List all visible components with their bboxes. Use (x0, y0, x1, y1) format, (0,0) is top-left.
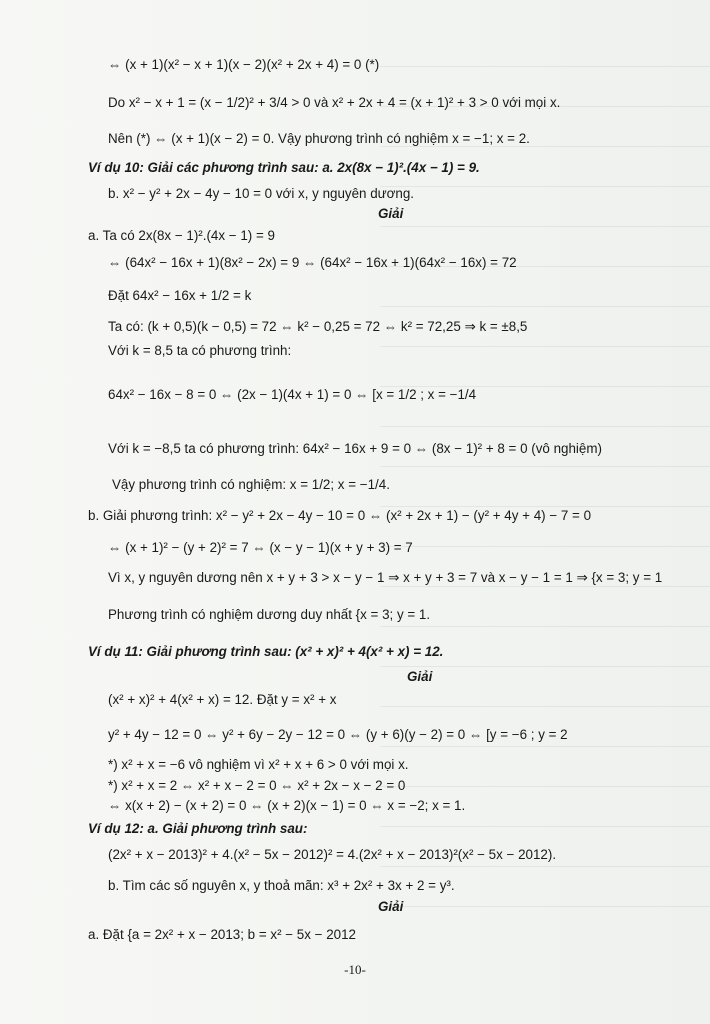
ex10a-substitution: Đặt 64x² − 16x + 1/2 = k (108, 288, 252, 303)
eq-positive-factors: Do x² − x + 1 = (x − 1/2)² + 3/4 > 0 và x² + 2x + 4 = (x + 1)² + 3 > 0 với mọi x. (108, 95, 561, 110)
solution-heading: Giải (378, 899, 404, 914)
example-12-heading: Ví dụ 12: a. Giải phương trình sau: (88, 821, 308, 836)
ex10b-step-3: Vì x, y nguyên dương nên x + y + 3 > x − y − 1 ⇒ x + y + 3 = 7 và x − y − 1 = 1 ⇒ {x = 3; y = 1 (108, 570, 663, 585)
ex10a-solve-k: Ta có: (k + 0,5)(k − 0,5) = 72 ⇔ k² − 0,25 = 72 ⇔ k² = 72,25 ⇒ k = ±8,5 (108, 319, 528, 334)
ex12a-substitution: a. Đặt {a = 2x² + x − 2013; b = x² − 5x − 2012 (88, 927, 356, 942)
example-11-heading: Ví dụ 11: Giải phương trình sau: (x² + x)² + 4(x² + x) = 12. (88, 644, 444, 659)
ex10a-case-2: Với k = −8,5 ta có phương trình: 64x² − 16x + 9 = 0 ⇔ (8x − 1)² + 8 = 0 (vô nghiệm) (108, 441, 602, 456)
ex12a-equation: (2x² + x − 2013)² + 4.(x² − 5x − 2012)² = 4.(2x² + x − 2013)²(x² − 5x − 2012). (108, 847, 557, 862)
ex11-case-2-solve: ⇔ x(x + 2) − (x + 2) = 0 ⇔ (x + 2)(x − 1) = 0 ⇔ x = −2; x = 1. (108, 798, 466, 813)
ex10a-step-1: a. Ta có 2x(8x − 1)².(4x − 1) = 9 (88, 228, 275, 243)
ex11-step-2: y² + 4y − 12 = 0 ⇔ y² + 6y − 2y − 12 = 0 ⇔ (y + 6)(y − 2) = 0 ⇔ [y = −6 ; y = 2 (108, 727, 568, 742)
eq-conclusion-1: Nên (*) ⇔ (x + 1)(x − 2) = 0. Vậy phương trình có nghiệm x = −1; x = 2. (108, 131, 530, 146)
eq-factorization: ⇔ (x + 1)(x² − x + 1)(x − 2)(x² + 2x + 4) = 0 (*) (108, 57, 380, 72)
ex10a-case-1-eq: 64x² − 16x − 8 = 0 ⇔ (2x − 1)(4x + 1) = 0 ⇔ [x = 1/2 ; x = −1/4 (108, 387, 477, 402)
ex12b-statement: b. Tìm các số nguyên x, y thoả mãn: x³ + 2x² + 3x + 2 = y³. (108, 878, 455, 893)
solution-heading: Giải (378, 206, 404, 221)
ex11-step-1: (x² + x)² + 4(x² + x) = 12. Đặt y = x² + x (108, 692, 337, 707)
example-10-heading: Ví dụ 10: Giải các phương trình sau: a. 2x(8x − 1)².(4x − 1) = 9. (88, 160, 480, 175)
ex10a-case-1: Với k = 8,5 ta có phương trình: (108, 343, 292, 358)
ex11-case-2: *) x² + x = 2 ⇔ x² + x − 2 = 0 ⇔ x² + 2x − x − 2 = 0 (108, 778, 406, 793)
ex10a-answer: Vậy phương trình có nghiệm: x = 1/2; x = −1/4. (112, 477, 390, 492)
ex10b-answer: Phương trình có nghiệm dương duy nhất {x = 3; y = 1. (108, 607, 431, 622)
page-number: -10- (344, 962, 366, 977)
example-10b: b. x² − y² + 2x − 4y − 10 = 0 với x, y nguyên dương. (108, 186, 415, 201)
solution-heading: Giải (407, 669, 433, 684)
ex10a-step-2: ⇔ (64x² − 16x + 1)(8x² − 2x) = 9 ⇔ (64x² − 16x + 1)(64x² − 16x) = 72 (108, 255, 517, 270)
ex10b-step-1: b. Giải phương trình: x² − y² + 2x − 4y − 10 = 0 ⇔ (x² + 2x + 1) − (y² + 4y + 4) − 7 = 0 (88, 508, 592, 523)
ex11-case-1: *) x² + x = −6 vô nghiệm vì x² + x + 6 > 0 với mọi x. (108, 757, 409, 772)
ex10b-step-2: ⇔ (x + 1)² − (y + 2)² = 7 ⇔ (x − y − 1)(x + y + 3) = 7 (108, 540, 413, 555)
